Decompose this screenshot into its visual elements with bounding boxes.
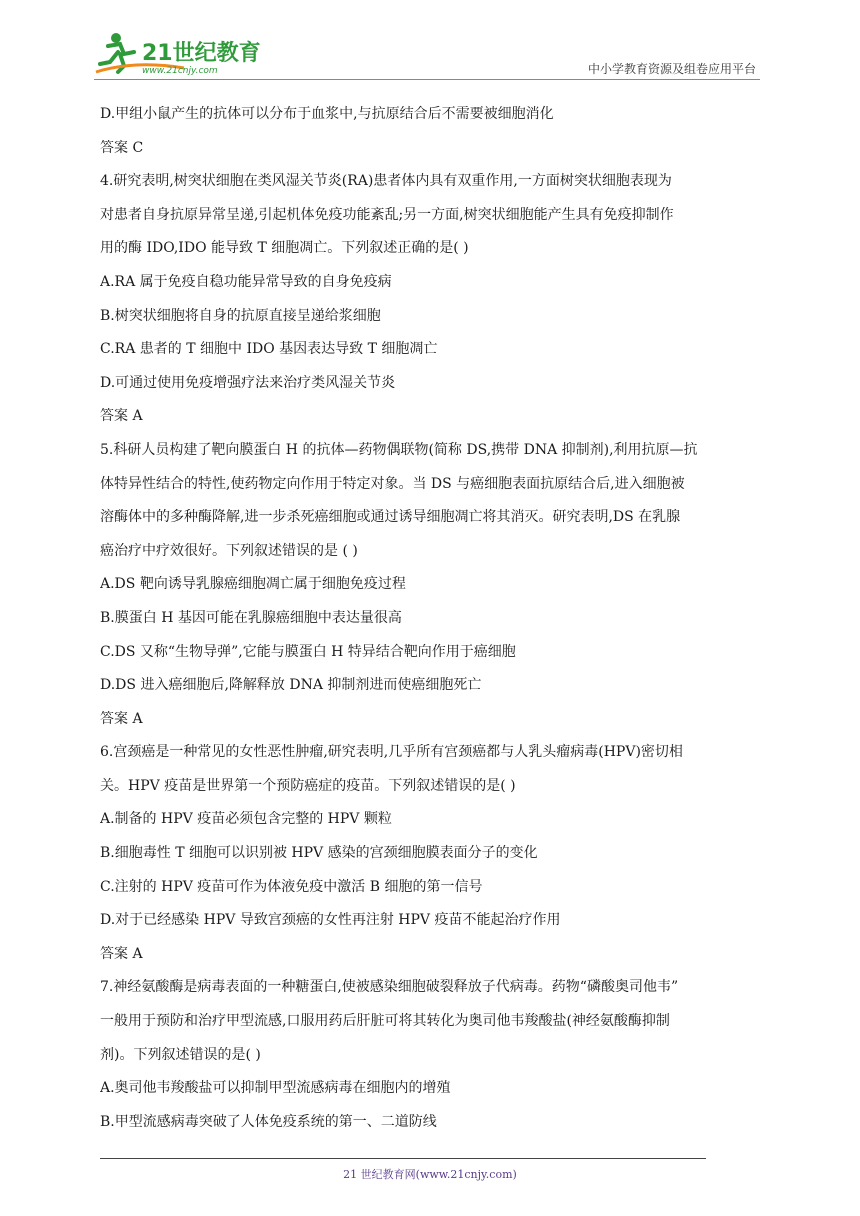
- document-body: [100, 98, 766, 1139]
- site-logo: [94, 30, 264, 76]
- answer-line: 答案 C: [100, 139, 144, 156]
- question-stem-line: 用的酶 IDO,IDO 能导致 T 细胞凋亡。下列叙述正确的是( ): [100, 240, 469, 257]
- question-stem-line: 癌治疗中疗效很好。下列叙述错误的是 ( ): [100, 542, 358, 559]
- option-line: D.DS 进入癌细胞后,降解释放 DNA 抑制剂进而使癌细胞死亡: [100, 677, 482, 694]
- answer-line: 答案 A: [100, 945, 143, 962]
- option-line: C.DS 又称“生物导弹”,它能与膜蛋白 H 特异结合靶向作用于癌细胞: [100, 643, 516, 660]
- question-stem-line: 对患者自身抗原异常呈递,引起机体免疫功能紊乱;另一方面,树突状细胞能产生具有免疫抑制作: [100, 206, 674, 223]
- option-line: A.DS 靶向诱导乳腺癌细胞凋亡属于细胞免疫过程: [100, 576, 406, 593]
- question-stem-line: 4.研究表明,树突状细胞在类风湿关节炎(RA)患者体内具有双重作用,一方面树突状细胞表现为: [100, 173, 672, 190]
- question-stem-line: 5.科研人员构建了靶向膜蛋白 H 的抗体—药物偶联物(简称 DS,携带 DNA 抑制剂),利用抗原—抗: [100, 441, 698, 458]
- svg-text:www.21cnjy.com: www.21cnjy.com: [142, 66, 218, 76]
- svg-text:21世纪教育: 21世纪教育: [142, 41, 261, 66]
- option-line: A.RA 属于免疫自稳功能异常导致的自身免疫病: [100, 273, 392, 290]
- option-line: B.树突状细胞将自身的抗原直接呈递给浆细胞: [100, 307, 381, 324]
- option-line: A.制备的 HPV 疫苗必须包含完整的 HPV 颗粒: [100, 811, 392, 828]
- answer-line: 答案 A: [100, 408, 143, 425]
- answer-line: 答案 A: [100, 710, 143, 727]
- question-stem-line: 一般用于预防和治疗甲型流感,口服用药后肝脏可将其转化为奥司他韦羧酸盐(神经氨酸酶抑制: [100, 1013, 670, 1030]
- option-line: B.甲型流感病毒突破了人体免疫系统的第一、二道防线: [100, 1113, 437, 1130]
- option-line: C.RA 患者的 T 细胞中 IDO 基因表达导致 T 细胞凋亡: [100, 341, 438, 358]
- question-stem-line: 6.宫颈癌是一种常见的女性恶性肿瘤,研究表明,几乎所有宫颈癌都与人乳头瘤病毒(HPV)密切相: [100, 744, 683, 761]
- page-footer: 21 世纪教育网(www.21cnjy.com): [343, 1168, 517, 1181]
- question-stem-line: 体特异性结合的特性,使药物定向作用于特定对象。当 DS 与癌细胞表面抗原结合后,进入细胞被: [100, 475, 685, 492]
- text-line: D.甲组小鼠产生的抗体可以分布于血浆中,与抗原结合后不需要被细胞消化: [100, 106, 554, 122]
- platform-name: 中小学教育资源及组卷应用平台: [587, 62, 756, 76]
- question-stem-line: 溶酶体中的多种酶降解,进一步杀死癌细胞或通过诱导细胞凋亡将其消灭。研究表明,DS 在乳腺: [100, 509, 681, 526]
- option-line: D.可通过使用免疫增强疗法来治疗类风湿关节炎: [100, 374, 396, 391]
- option-line: B.膜蛋白 H 基因可能在乳腺癌细胞中表达量很高: [100, 609, 402, 626]
- option-line: A.奥司他韦羧酸盐可以抑制甲型流感病毒在细胞内的增殖: [100, 1080, 451, 1097]
- option-line: B.细胞毒性 T 细胞可以识别被 HPV 感染的宫颈细胞膜表面分子的变化: [100, 845, 538, 862]
- option-line: D.对于已经感染 HPV 导致宫颈癌的女性再注射 HPV 疫苗不能起治疗作用: [100, 912, 561, 929]
- header-divider: [94, 79, 760, 80]
- page-header: [94, 30, 760, 80]
- runner-logo-icon: [94, 30, 264, 76]
- question-stem-line: 7.神经氨酸酶是病毒表面的一种糖蛋白,使被感染细胞破裂释放子代病毒。药物“磷酸奥司他韦”: [100, 979, 679, 996]
- question-stem-line: 剂)。下列叙述错误的是( ): [100, 1046, 261, 1063]
- question-stem-line: 关。HPV 疫苗是世界第一个预防癌症的疫苗。下列叙述错误的是( ): [100, 777, 516, 794]
- option-line: C.注射的 HPV 疫苗可作为体液免疫中激活 B 细胞的第一信号: [100, 878, 483, 895]
- footer-divider: [100, 1158, 706, 1159]
